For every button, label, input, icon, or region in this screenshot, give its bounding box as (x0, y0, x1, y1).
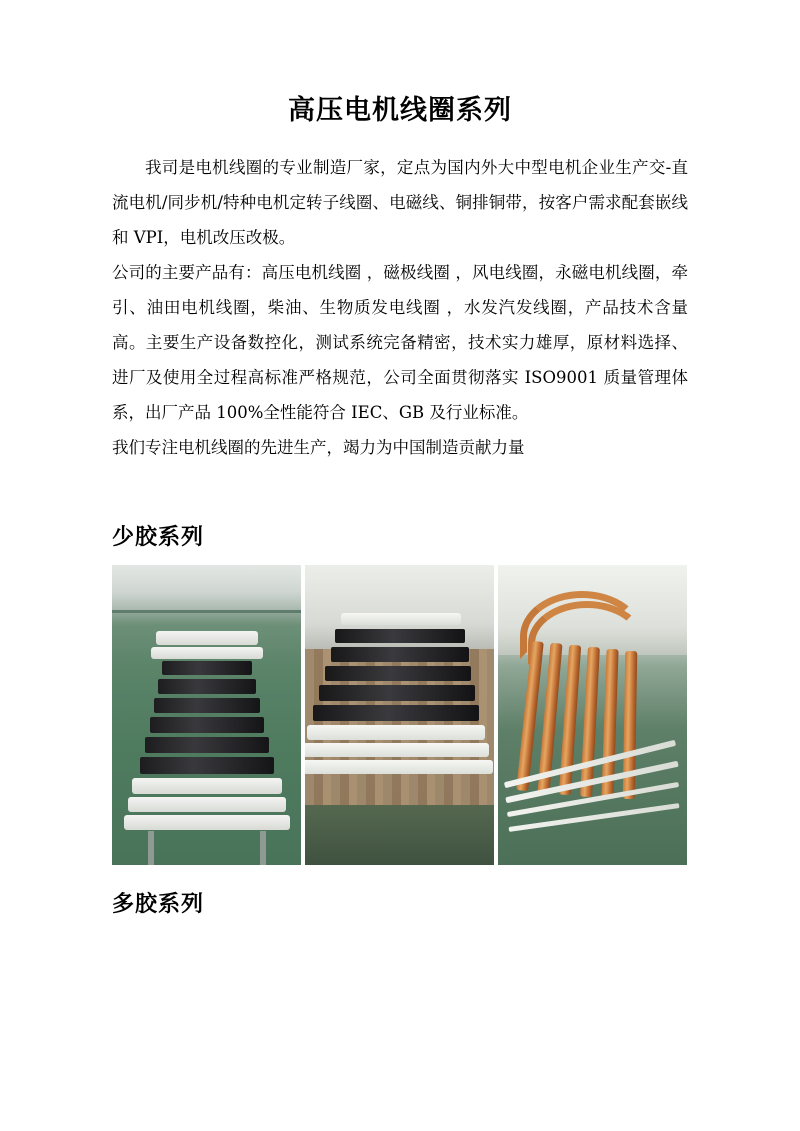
coil-bar (150, 717, 264, 733)
rack-leg (148, 831, 154, 865)
paragraph-company-intro: 我司是电机线圈的专业制造厂家，定点为国内外大中型电机企业生产交-直流电机/同步机/特种电机定转子线圈、电磁线、铜排铜带，按客户需求配套嵌线和 VPI，电机改压改极。 (112, 158, 688, 247)
photo1-wall (112, 565, 301, 610)
intro-text-block (112, 151, 688, 466)
coil-end-white (305, 760, 493, 774)
coil-end-white (132, 778, 282, 794)
image-gallery (112, 565, 688, 865)
coil-end-white (305, 743, 489, 757)
rack-leg (260, 831, 266, 865)
section-heading-shaojiao: 少胶系列 (112, 523, 205, 550)
coil-end-white (151, 647, 263, 659)
coil-bar (313, 705, 479, 721)
coil-bar (158, 679, 256, 694)
coil-end-white (128, 797, 286, 812)
page-title: 高压电机线圈系列 (288, 95, 512, 126)
paragraph-slogan: 我们专注电机线圈的先进生产，竭力为中国制造贡献力量 (112, 437, 525, 457)
coil-bar (325, 666, 471, 681)
coil-end-white (124, 815, 290, 830)
coil-end-white (307, 725, 485, 740)
coil-bar (335, 629, 465, 643)
coil-bar (162, 661, 252, 675)
photo1-coil-stack (132, 631, 282, 846)
photo-copper-coils (498, 565, 687, 865)
coil-bar (331, 647, 469, 662)
copper-bar (580, 647, 600, 797)
coil-end-white (341, 613, 461, 625)
photo-coils-green-floor (112, 565, 301, 865)
photo1-floor-line (112, 610, 301, 613)
coil-bar (319, 685, 475, 701)
coil-bar (145, 737, 269, 753)
coil-end-white (156, 631, 258, 645)
photo-coils-wood-bench (305, 565, 494, 865)
coil-bar (154, 698, 260, 713)
photo2-floor (305, 805, 494, 865)
section-heading-duojiao: 多胶系列 (112, 890, 205, 917)
paragraph-products: 公司的主要产品有：高压电机线圈 ，磁极线圈 ，风电线圈，永磁电机线圈，牵引、油田电机线圈，柴油、生物质发电线圈 ，水发汽发线圈，产品技术含量高。主要生产设备数控化，测试系统完备精密，技术实力雄厚，原材料选择、进厂及使用全过程高标准严格规范，公司全面贯彻落实 ISO9001 质量管理体系，出厂产品 100%全性能符合 IEC、GB 及行业标准。 (112, 262, 688, 422)
coil-bar (140, 757, 274, 774)
